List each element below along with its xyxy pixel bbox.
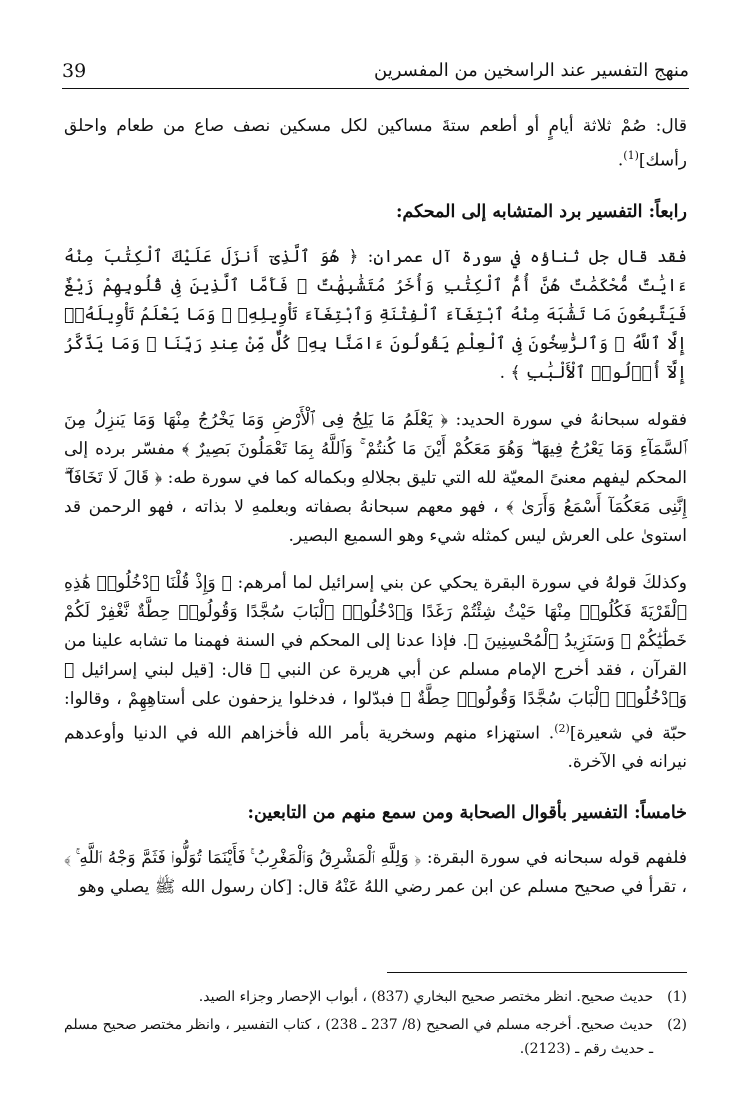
footnote-number: (2) bbox=[667, 1017, 687, 1033]
footnote-text: حديث صحيح. انظر مختصر صحيح البخاري (837) ، أبواب الإحصار وجزاء الصيد. bbox=[198, 989, 654, 1005]
footnote-ref-2: (2) bbox=[554, 721, 570, 735]
footnote-2 bbox=[64, 1013, 687, 1061]
footnote-number: (1) bbox=[667, 989, 687, 1005]
paragraph-al-baqarah-israel: وكذلكَ قولهُ في سورة البقرة يحكي عن بني إسرائيل لما أمرهم: ﴿ وَإِذْ قُلْنَا ٱدْخُلُوا۟ هَٰذِهِ ٱلْقَرْيَةَ فَكُلُوا۟ مِنْهَا حَيْثُ شِئْتُمْ رَغَدًا وَٱدْخُلُوا۟ ٱلْبَابَ سُجَّدًا وَقُولُوا۟ حِطَّةٌ نَّغْفِرْ لَكُمْ خَطَٰيَٰكُمْ ۚ وَسَنَزِيدُ ٱلْمُحْسِنِينَ ﴾. فإذا عدنا إلى المحكم في السنة فهمنا ما تشابه علينا من القرآن ، فقد أخرج الإمام مسلم عن أبي هريرة عن النبي ﷺ قال: [قيل لبني إسرائيل ﴿ وَٱدْخُلُوا۟ ٱلْبَابَ سُجَّدًا وَقُولُوا۟ حِطَّةٌ ﴾ فبدّلوا ، فدخلوا يزحفون على أستاهِهِمْ ، وقالوا: حبّة في شعيرة]$^{(2)}$. استهزاء منهم وسخرية بأمر الله فأخزاهم الله في الدنيا وأوعدهم نيرانه في الآخرة. bbox=[64, 572, 687, 773]
footnote-text: حديث صحيح. أخرجه مسلم في الصحيح (8/ 237 ـ 238) ، كتاب التفسير ، وانظر مختصر صحيح مسلم ـ حديث رقم ـ (2123). bbox=[64, 1017, 654, 1057]
page-body bbox=[64, 112, 687, 920]
paragraph-al-baqarah-east-west: فلفهم قوله سبحانه في سورة البقرة: ﴿ وَلِلَّهِ ٱلْمَشْرِقُ وَٱلْمَغْرِبُ ۚ فَأَيْنَمَا تُوَلُّوا۟ فَثَمَّ وَجْهُ ٱللَّهِ ۚ ﴾ ، تقرأ في صحيح مسلم عن ابن عمر رضي اللهُ عَنْهُ قال: [كان رسول الله ﷺ يصلي وهو bbox=[64, 848, 687, 898]
section-heading-fifth: خامساً: التفسير بأقوال الصحابة ومن سمع منهم من التابعين: bbox=[247, 803, 687, 824]
paragraph-al-imran: فقد قال جل ثناؤه في سورة آل عمران: ﴿ هُوَ ٱلَّذِىٓ أَنزَلَ عَلَيْكَ ٱلْكِتَٰبَ مِنْهُ ءَايَٰتٌ مُّحْكَمَٰتٌ هُنَّ أُمُّ ٱلْكِتَٰبِ وَأُخَرُ مُتَشَٰبِهَٰتٌ ۖ فَأَمَّا ٱلَّذِينَ فِى قُلُوبِهِمْ زَيْغٌ فَيَتَّبِعُونَ مَا تَشَٰبَهَ مِنْهُ ٱبْتِغَآءَ ٱلْفِتْنَةِ وَٱبْتِغَآءَ تَأْوِيلِهِۦ ۗ وَمَا يَعْلَمُ تَأْوِيلَهُۥٓ إِلَّا ٱللَّهُ ۗ وَٱلرَّٰسِخُونَ فِى ٱلْعِلْمِ يَقُولُونَ ءَامَنَّا بِهِۦ كُلٌّ مِّنْ عِندِ رَبِّنَا ۗ وَمَا يَذَّكَّرُ إِلَّآ أُو۟لُوا۟ ٱلْأَلْبَٰبِ ﴾ . bbox=[64, 246, 687, 383]
page-header bbox=[62, 58, 689, 89]
section-heading-fourth: رابعاً: التفسير برد المتشابه إلى المحكم: bbox=[395, 201, 687, 222]
running-title: منهج التفسير عند الراسخين من المفسرين bbox=[374, 60, 689, 81]
paragraph-al-hadid: فقوله سبحانهُ في سورة الحديد: ﴿ يَعْلَمُ مَا يَلِجُ فِى ٱلْأَرْضِ وَمَا يَخْرُجُ مِنْهَا وَمَا يَنزِلُ مِنَ ٱلسَّمَآءِ وَمَا يَعْرُجُ فِيهَا ۖ وَهُوَ مَعَكُمْ أَيْنَ مَا كُنتُمْ ۚ وَٱللَّهُ بِمَا تَعْمَلُونَ بَصِيرٌ ﴾ مفسّر برده إلى المحكم ليفهم معنىً المعيّة لله التي تليق بجلالهِ وبكماله كما في سورة طه: ﴿ قَالَ لَا تَخَافَآ ۖ إِنَّنِى مَعَكُمَآ أَسْمَعُ وَأَرَىٰ ﴾ ، فهو معهم سبحانهُ بصفاته وبعلمهِ لا بذاته ، فهو الرحمن قد استوىٰ على العرش ليس كمثله شيء وهو السميع البصير. bbox=[64, 409, 687, 546]
page-number: 39 bbox=[62, 60, 87, 82]
footnote-ref-1: (1) bbox=[623, 149, 639, 162]
footnote-1 bbox=[64, 985, 687, 1009]
paragraph-hadith-fidya: قال: صُمْ ثلاثة أيامٍ أو أطعم ستةَ مساكين لكل مسكين نصف صاع من طعام واحلق رأسك]$^{(1)}$. bbox=[64, 116, 687, 171]
footnotes bbox=[64, 985, 687, 1065]
footnote-divider bbox=[387, 972, 687, 973]
